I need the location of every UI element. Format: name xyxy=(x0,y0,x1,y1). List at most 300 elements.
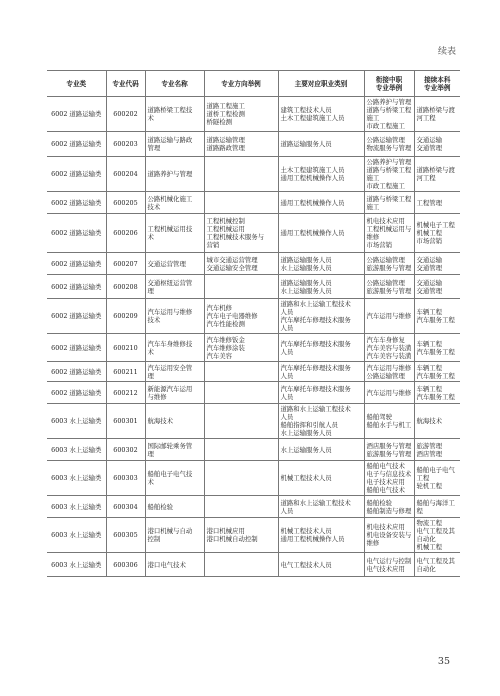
cell-secondary-line: 电子与信息技术 xyxy=(366,470,412,478)
cell-jobs-line: 水上运输服务人员 xyxy=(280,263,332,272)
cell-direction xyxy=(204,334,278,362)
cell-secondary-line: 船舶电气技术 xyxy=(366,462,405,470)
header-secondary-line: 衔接中职 xyxy=(375,75,403,84)
cell-secondary xyxy=(364,461,414,496)
cell-direction xyxy=(204,299,278,334)
header-name: 专业名称 xyxy=(145,71,204,97)
cell-category: 6002 道路运输类 xyxy=(47,334,106,362)
cell-direction xyxy=(204,553,278,577)
cell-direction-line: 汽车美容 xyxy=(206,351,233,360)
table-row xyxy=(47,253,460,275)
cell-category: 6002 道路运输类 xyxy=(47,97,106,132)
cell-name xyxy=(145,214,204,253)
cell-direction-line: 道桥工程检测 xyxy=(206,110,245,118)
cell-name-line: 港口机械与自动 xyxy=(147,527,193,535)
cell-jobs xyxy=(278,253,364,275)
cell-name-line: 港口电气技术 xyxy=(147,560,186,569)
cell-bachelor-line: 程 xyxy=(416,506,423,515)
cell-jobs-line: 建筑工程技术人员 xyxy=(280,106,332,114)
cell-bachelor-line: 航海技术 xyxy=(416,417,443,425)
cell-secondary-line: 汽车运用与维修 xyxy=(366,388,412,397)
cell-name-line: 船舶电子电气技 xyxy=(147,470,193,478)
cell-code: 600303 xyxy=(106,461,145,496)
cell-secondary-line: 汽车美容与装潢 xyxy=(366,351,412,360)
cell-jobs xyxy=(278,518,364,553)
cell-bachelor xyxy=(414,382,460,404)
cell-jobs-line: 人员 xyxy=(280,371,294,380)
cell-jobs xyxy=(278,132,364,157)
cell-secondary xyxy=(364,518,414,553)
cell-direction-line: 道路运输管理 xyxy=(206,136,245,144)
cell-secondary xyxy=(364,157,414,192)
cell-name-line: 道路桥梁工程技 xyxy=(147,106,193,114)
cell-bachelor xyxy=(414,214,460,253)
cell-name-line: 理 xyxy=(147,449,154,458)
cell-category: 6002 道路运输类 xyxy=(47,157,106,192)
cell-name-line: 术 xyxy=(147,478,154,486)
cell-code: 600211 xyxy=(106,362,145,382)
cell-direction-line: 汽车机修 xyxy=(206,304,233,312)
cell-name-line: 航海技术 xyxy=(147,417,174,425)
cell-jobs xyxy=(278,362,364,382)
cell-secondary-line: 道路与桥梁工程 xyxy=(366,106,412,114)
cell-bachelor xyxy=(414,192,460,214)
cell-secondary xyxy=(364,496,414,518)
cell-jobs-line: 船舶指挥和引航人员 xyxy=(280,421,339,429)
page-number: 35 xyxy=(437,656,450,667)
cell-secondary-line: 汽车运用与维修 xyxy=(366,312,412,320)
cell-secondary xyxy=(364,362,414,382)
table-row xyxy=(47,157,460,192)
cell-jobs xyxy=(278,192,364,214)
cell-bachelor xyxy=(414,518,460,553)
program-catalog-table-container xyxy=(47,70,460,577)
cell-secondary-line: 道路与桥梁工程 xyxy=(366,166,412,174)
table-row xyxy=(47,334,460,362)
cell-code: 600205 xyxy=(106,192,145,214)
cell-jobs-line: 通用工程机械操作人员 xyxy=(280,535,345,543)
cell-category: 6002 道路运输类 xyxy=(47,362,106,382)
cell-secondary-line: 道路与桥梁工程 xyxy=(366,194,412,203)
cell-bachelor-line: 道路桥梁与渡 xyxy=(416,106,455,114)
cell-secondary xyxy=(364,132,414,157)
cell-name-line: 技术 xyxy=(147,316,161,324)
cell-bachelor-line: 电气工程及其 xyxy=(416,527,455,535)
cell-name-line: 新能源汽车运用 xyxy=(147,384,193,393)
cell-jobs-line: 通用工程机械操作人员 xyxy=(280,229,345,237)
cell-code: 600204 xyxy=(106,157,145,192)
cell-name-line: 工程机械运用技 xyxy=(147,225,193,233)
cell-jobs xyxy=(278,461,364,496)
cell-code: 600202 xyxy=(106,97,145,132)
cell-secondary xyxy=(364,439,414,461)
cell-bachelor-line: 交通管理 xyxy=(416,144,443,152)
cell-secondary-line: 公路运输管理 xyxy=(366,371,405,380)
cell-direction xyxy=(204,461,278,496)
cell-category: 6002 道路运输类 xyxy=(47,275,106,299)
cell-secondary-line: 旅游服务与管理 xyxy=(366,449,412,458)
cell-secondary xyxy=(364,275,414,299)
cell-secondary-line: 船舶制造与修理 xyxy=(366,506,412,515)
cell-jobs-line: 道路和水上运输工程技术 xyxy=(280,405,351,413)
cell-name xyxy=(145,299,204,334)
cell-name-line: 汽车运用与维修 xyxy=(147,308,193,316)
cell-direction-line: 港口机械应用 xyxy=(206,527,245,535)
cell-code: 600209 xyxy=(106,299,145,334)
cell-direction-line: 工程机械运用 xyxy=(206,225,245,233)
cell-code: 600203 xyxy=(106,132,145,157)
cell-jobs-line: 人员 xyxy=(280,413,294,421)
cell-bachelor xyxy=(414,439,460,461)
cell-name-line: 汽车车身维修技 xyxy=(147,339,193,348)
cell-code: 600206 xyxy=(106,214,145,253)
cell-jobs xyxy=(278,275,364,299)
cell-secondary-line: 维修 xyxy=(366,539,380,547)
cell-jobs xyxy=(278,334,364,362)
cell-secondary-line: 公路运输管理 xyxy=(366,278,405,287)
cell-bachelor-line: 交通运输 xyxy=(416,255,443,264)
cell-secondary-line: 汽车运用与维修 xyxy=(366,363,412,372)
cell-secondary-line: 旅游服务与管理 xyxy=(366,263,412,272)
cell-bachelor-line: 汽车服务工程 xyxy=(416,316,455,324)
cell-bachelor-line: 汽车服务工程 xyxy=(416,371,455,380)
cell-category: 6003 水上运输类 xyxy=(47,404,106,439)
cell-secondary-line: 公路运输管理 xyxy=(366,255,405,264)
cell-jobs-line: 水上运输服务人员 xyxy=(280,445,332,454)
cell-jobs-line: 土木工程建筑施工人员 xyxy=(280,166,345,174)
table-row xyxy=(47,132,460,157)
cell-secondary-line: 旅游服务与管理 xyxy=(366,286,412,295)
cell-bachelor xyxy=(414,362,460,382)
cell-direction xyxy=(204,192,278,214)
header-jobs: 主要对应职业类别 xyxy=(278,71,364,97)
cell-jobs-line: 水上运输服务人员 xyxy=(280,286,332,295)
cell-bachelor-line: 河工程 xyxy=(416,114,436,122)
cell-bachelor-line: 车辆工程 xyxy=(416,363,443,372)
cell-bachelor-line: 工程 xyxy=(416,474,430,482)
header-bachelor xyxy=(414,71,460,97)
cell-direction-line: 交通运输安全管理 xyxy=(206,263,258,272)
cell-direction xyxy=(204,97,278,132)
cell-jobs-line: 道路运输服务人员 xyxy=(280,140,332,148)
cell-secondary xyxy=(364,553,414,577)
table-row xyxy=(47,461,460,496)
table-row xyxy=(47,553,460,577)
cell-name xyxy=(145,275,204,299)
table-row xyxy=(47,404,460,439)
cell-name xyxy=(145,518,204,553)
cell-name-line: 理 xyxy=(147,371,154,380)
cell-bachelor-line: 车辆工程 xyxy=(416,339,443,348)
cell-bachelor-line: 机械电子工程 xyxy=(416,221,455,229)
cell-jobs xyxy=(278,439,364,461)
cell-code: 600208 xyxy=(106,275,145,299)
cell-direction-line: 工程机械控制 xyxy=(206,217,245,225)
cell-secondary-line: 机电设备安装与 xyxy=(366,531,412,539)
cell-jobs-line: 水上运输服务人员 xyxy=(280,429,332,437)
table-row xyxy=(47,439,460,461)
cell-jobs-line: 汽车摩托车修理技术服务 xyxy=(280,363,351,372)
cell-name-line: 管理 xyxy=(147,144,161,152)
table-header-row xyxy=(47,71,460,97)
cell-bachelor-line: 旅游管理 xyxy=(416,441,443,450)
cell-name-line: 交通运营管理 xyxy=(147,259,186,268)
cell-secondary-line: 市政工程施工 xyxy=(366,122,405,130)
cell-bachelor-line: 车辆工程 xyxy=(416,384,443,393)
cell-bachelor xyxy=(414,404,460,439)
header-direction: 专业方向举例 xyxy=(204,71,278,97)
cell-direction xyxy=(204,157,278,192)
cell-secondary-line: 船舶驾驶 xyxy=(366,413,393,421)
cell-direction-line: 工程机械技术服务与 xyxy=(206,233,265,241)
table-row xyxy=(47,97,460,132)
cell-jobs-line: 人员 xyxy=(280,392,294,401)
cell-jobs-line: 人员 xyxy=(280,308,294,316)
cell-jobs-line: 道路和水上运输工程技术 xyxy=(280,498,351,507)
cell-name-line: 道路运输与路政 xyxy=(147,136,193,144)
cell-secondary-line: 汽车车身修复 xyxy=(366,335,405,344)
header-secondary xyxy=(364,71,414,97)
cell-code: 600302 xyxy=(106,439,145,461)
cell-bachelor-line: 酒店管理 xyxy=(416,449,443,458)
cell-secondary xyxy=(364,299,414,334)
cell-jobs-line: 人员 xyxy=(280,347,294,356)
cell-jobs-line: 机械工程技术人员 xyxy=(280,474,332,482)
cell-name xyxy=(145,382,204,404)
cell-name-line: 船舶检验 xyxy=(147,502,174,511)
table-row xyxy=(47,362,460,382)
cell-bachelor xyxy=(414,553,460,577)
table-row xyxy=(47,382,460,404)
cell-category: 6002 道路运输类 xyxy=(47,253,106,275)
cell-bachelor xyxy=(414,132,460,157)
cell-bachelor-line: 河工程 xyxy=(416,174,436,182)
cell-jobs-line: 汽车摩托车修理技术服务 xyxy=(280,339,351,348)
cell-direction-line: 城市交通运营管理 xyxy=(206,255,258,264)
cell-name-line: 理 xyxy=(147,286,154,295)
cell-secondary-line: 市政工程施工 xyxy=(366,182,405,190)
cell-bachelor-line: 道路桥梁与渡 xyxy=(416,166,455,174)
cell-bachelor-line: 电气工程及其 xyxy=(416,556,455,565)
cell-category: 6002 道路运输类 xyxy=(47,192,106,214)
cell-bachelor-line: 轮机工程 xyxy=(416,482,443,490)
cell-name xyxy=(145,461,204,496)
cell-secondary xyxy=(364,404,414,439)
cell-secondary-line: 公路养护与管理 xyxy=(366,98,412,106)
cell-jobs xyxy=(278,496,364,518)
cell-jobs-line: 机械工程技术人员 xyxy=(280,527,332,535)
cell-name xyxy=(145,97,204,132)
cell-bachelor-line: 船舶电子电气 xyxy=(416,466,455,474)
cell-jobs-line: 道路运输服务人员 xyxy=(280,255,332,264)
cell-jobs xyxy=(278,299,364,334)
cell-category: 6002 道路运输类 xyxy=(47,132,106,157)
cell-bachelor-line: 交通管理 xyxy=(416,263,443,272)
cell-bachelor-line: 物流工程 xyxy=(416,519,443,527)
header-bachelor-line: 专业举例 xyxy=(424,83,451,92)
cell-jobs xyxy=(278,214,364,253)
cell-direction xyxy=(204,404,278,439)
cell-bachelor-line: 机械工程 xyxy=(416,543,443,551)
cell-secondary xyxy=(364,334,414,362)
cell-jobs-line: 汽车摩托车修理技术服务 xyxy=(280,384,351,393)
cell-bachelor xyxy=(414,334,460,362)
cell-secondary-line: 机电技术应用 xyxy=(366,217,405,225)
cell-direction xyxy=(204,362,278,382)
cell-category: 6003 水上运输类 xyxy=(47,518,106,553)
cell-secondary-line: 电气运行与控制 xyxy=(366,556,412,565)
cell-name-line: 术 xyxy=(147,347,154,356)
cell-direction xyxy=(204,253,278,275)
cell-jobs-line: 人员 xyxy=(280,324,294,332)
cell-jobs-line: 人员 xyxy=(280,506,294,515)
cell-direction-line: 营销 xyxy=(206,241,220,249)
cell-jobs xyxy=(278,157,364,192)
cell-bachelor xyxy=(414,496,460,518)
cell-bachelor-line: 车辆工程 xyxy=(416,308,443,316)
cell-bachelor-line: 汽车服务工程 xyxy=(416,347,455,356)
cell-bachelor xyxy=(414,461,460,496)
cell-direction xyxy=(204,275,278,299)
cell-secondary-line: 工程机械运用与 xyxy=(366,225,412,233)
table-row xyxy=(47,214,460,253)
cell-category: 6003 水上运输类 xyxy=(47,461,106,496)
table-row xyxy=(47,518,460,553)
cell-direction-line: 汽车电子电器维修 xyxy=(206,312,258,320)
cell-code: 600306 xyxy=(106,553,145,577)
cell-direction xyxy=(204,132,278,157)
cell-jobs xyxy=(278,382,364,404)
cell-name-line: 控制 xyxy=(147,535,161,543)
table-row xyxy=(47,299,460,334)
cell-jobs-line: 通用工程机械操作人员 xyxy=(280,174,345,182)
cell-name-line: 术 xyxy=(147,114,154,122)
header-code: 专业代码 xyxy=(106,71,145,97)
cell-name-line: 国际邮轮乘务管 xyxy=(147,441,193,450)
cell-bachelor-line: 交通运输 xyxy=(416,278,443,287)
cell-secondary-line: 机电技术应用 xyxy=(366,523,405,531)
cell-direction-line: 道路工程施工 xyxy=(206,102,245,110)
cell-bachelor xyxy=(414,253,460,275)
cell-secondary-line: 汽车美容与装潢 xyxy=(366,343,412,352)
cell-jobs xyxy=(278,97,364,132)
cell-bachelor-line: 汽车服务工程 xyxy=(416,392,455,401)
cell-bachelor xyxy=(414,157,460,192)
cell-bachelor-line: 交通运输 xyxy=(416,136,443,144)
cell-name xyxy=(145,192,204,214)
cell-secondary-line: 电子技术应用 xyxy=(366,478,405,486)
cell-secondary-line: 维修 xyxy=(366,233,380,241)
cell-name xyxy=(145,439,204,461)
cell-bachelor-line: 市场营销 xyxy=(416,237,443,245)
cell-category: 6002 道路运输类 xyxy=(47,299,106,334)
cell-secondary-line: 施工 xyxy=(366,202,380,211)
cell-secondary xyxy=(364,97,414,132)
header-bachelor-line: 接续本科 xyxy=(424,75,451,84)
cell-name xyxy=(145,496,204,518)
cell-secondary-line: 施工 xyxy=(366,174,380,182)
cell-name xyxy=(145,157,204,192)
cell-jobs-line: 汽车摩托车修理技术服务 xyxy=(280,316,351,324)
header-category: 专业类 xyxy=(47,71,106,97)
cell-code: 600210 xyxy=(106,334,145,362)
cell-jobs-line: 道路和水上运输工程技术 xyxy=(280,300,351,308)
cell-jobs-line: 电气工程技术人员 xyxy=(280,560,332,569)
cell-bachelor xyxy=(414,97,460,132)
cell-category: 6003 水上运输类 xyxy=(47,553,106,577)
cell-secondary xyxy=(364,214,414,253)
cell-secondary xyxy=(364,253,414,275)
cell-jobs xyxy=(278,553,364,577)
cell-secondary-line: 船舶水手与机工 xyxy=(366,421,412,429)
cell-direction-line: 汽车维修涂装 xyxy=(206,343,245,352)
table-row xyxy=(47,496,460,518)
cell-category: 6002 道路运输类 xyxy=(47,382,106,404)
cell-direction xyxy=(204,496,278,518)
cell-code: 600304 xyxy=(106,496,145,518)
cell-name-line: 汽车运用安全管 xyxy=(147,363,193,372)
cell-name xyxy=(145,334,204,362)
cell-direction xyxy=(204,518,278,553)
cell-secondary xyxy=(364,192,414,214)
cell-secondary-line: 物流服务与管理 xyxy=(366,144,412,152)
cell-name xyxy=(145,553,204,577)
cell-name-line: 交通枢纽运营管 xyxy=(147,278,193,287)
cell-direction xyxy=(204,382,278,404)
cell-secondary-line: 船舶电气技术 xyxy=(366,486,405,494)
cell-category: 6003 水上运输类 xyxy=(47,439,106,461)
cell-direction-line: 汽车性能检测 xyxy=(206,320,245,328)
cell-name xyxy=(145,404,204,439)
cell-direction-line: 桥隧检测 xyxy=(206,118,233,126)
cell-code: 600305 xyxy=(106,518,145,553)
continued-label: 续表 xyxy=(437,47,456,57)
cell-direction-line: 道路路政管理 xyxy=(206,144,245,152)
cell-name-line: 术 xyxy=(147,233,154,241)
cell-secondary xyxy=(364,382,414,404)
cell-name-line: 技术 xyxy=(147,202,161,211)
cell-direction-line: 汽车维修钣金 xyxy=(206,335,245,344)
cell-category: 6003 水上运输类 xyxy=(47,496,106,518)
cell-code: 600207 xyxy=(106,253,145,275)
cell-direction xyxy=(204,214,278,253)
cell-secondary-line: 电气技术应用 xyxy=(366,564,405,573)
cell-secondary-line: 市场营销 xyxy=(366,241,393,249)
cell-jobs-line: 道路运输服务人员 xyxy=(280,278,332,287)
table-row xyxy=(47,275,460,299)
cell-secondary-line: 施工 xyxy=(366,114,380,122)
cell-name-line: 公路机械化施工 xyxy=(147,194,193,203)
cell-bachelor-line: 交通管理 xyxy=(416,286,443,295)
cell-secondary-line: 公路养护与管理 xyxy=(366,158,412,166)
table-row xyxy=(47,192,460,214)
program-catalog-table xyxy=(47,70,460,577)
cell-bachelor-line: 自动化 xyxy=(416,535,436,543)
cell-secondary-line: 船舶检验 xyxy=(366,498,393,507)
cell-name-line: 道路养护与管理 xyxy=(147,170,193,178)
cell-name xyxy=(145,362,204,382)
cell-code: 600301 xyxy=(106,404,145,439)
table-body xyxy=(47,97,460,577)
cell-name xyxy=(145,132,204,157)
cell-category: 6002 道路运输类 xyxy=(47,214,106,253)
cell-bachelor-line: 工程管理 xyxy=(416,198,443,207)
cell-name-line: 与维修 xyxy=(147,392,167,401)
header-secondary-line: 专业举例 xyxy=(375,83,403,92)
cell-name xyxy=(145,253,204,275)
cell-bachelor xyxy=(414,275,460,299)
cell-jobs-line: 通用工程机械操作人员 xyxy=(280,198,345,207)
